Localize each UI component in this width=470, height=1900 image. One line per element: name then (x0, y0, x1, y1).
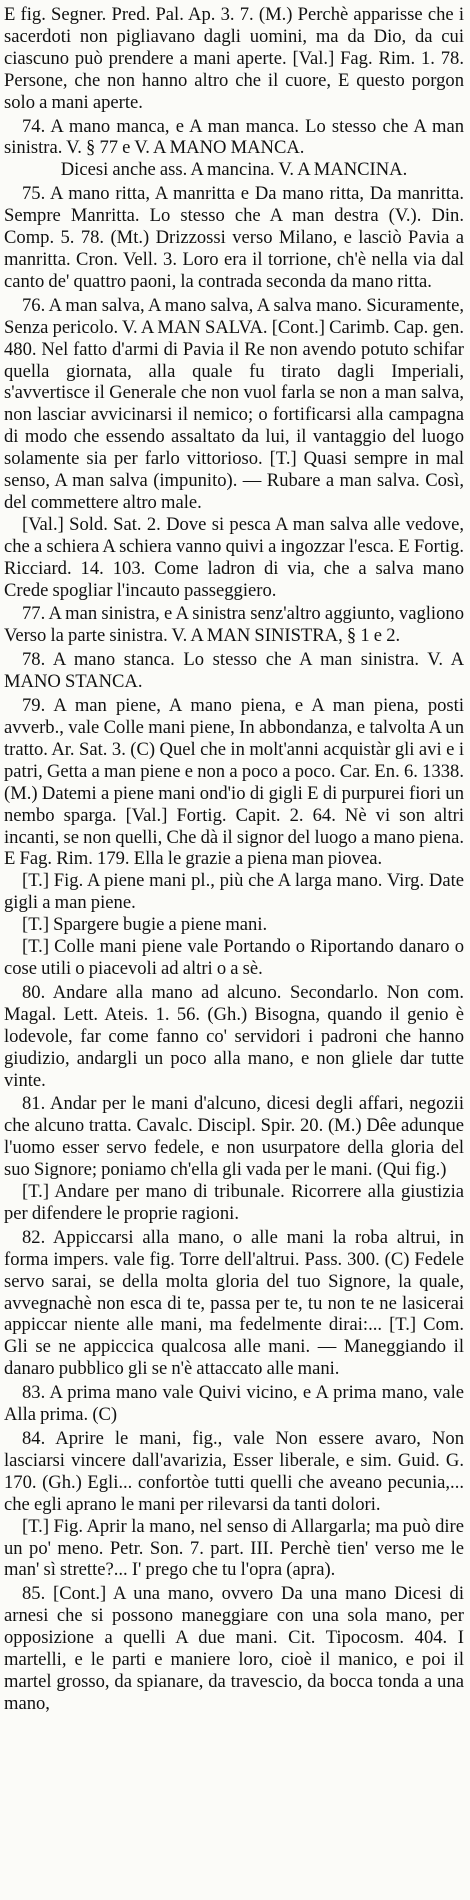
entry-84: 84. Aprire le mani, fig., vale Non essere avaro, Non lasciarsi vincere dall'avarizia, Esser liberale, e sim. Guid. G. 170. (Gh.) Egli... confortòe tutti quelli che aveano pecunia,... che egli aprano le mani per rilevarsi da tanti dolori. (4, 1428, 464, 1515)
entry-79-subsense: [T.] Spargere bugie a piene mani. (22, 914, 268, 936)
entry-82: 82. Appiccarsi alla mano, o alle mani la roba altrui, in forma impers. vale fig. Torre dell'altrui. Pass. 300. (C) Fedele servo sarai, se della molta gloria del tuo Signore, la quale, avvegnachè non esca di te, passa per te, tu non te ne lasicerai appiccar niente alle mani, ma fedelmente dirai:... [T.] Com. Gli se ne appiccica qualcosa alle mani. — Maneggiando il danaro pubblico gli se n'è attaccato alle mani. (4, 1226, 464, 1380)
entry-75: 75. A mano ritta, A manritta e Da mano ritta, Da manritta. Sempre Manritta. Lo stesso che A man destra (V.). Din. Comp. 5. 78. (Mt.) Drizzossi verso Milano, e lasciò Pavia a manritta. Cron. Vell. 3. Loro era il torrione, ch'è nella via dal canto de' quattro paoni, la contrada seconda da mano ritta. (4, 183, 464, 292)
entry-83: 83. A prima mano vale Quivi vicino, e A prima mano, vale Alla prima. (C) (4, 1382, 464, 1426)
entry-81: 81. Andar per le mani d'alcuno, dicesi degli affari, negozii che alcuno tratta. Cavalc. Discipl. Spir. 20. (M.) Dêe adunque l'uomo esser servo fedele, e non usurpatore della gloria del suo Signore; poniamo ch'ella gli vada per le mani. (Qui fig.) (4, 1093, 464, 1181)
entry-79: 79. A man piene, A mano piena, e A man piena, posti avverb., vale Colle mani piene, In abbondanza, e talvolta A un tratto. Ar. Sat. 3. (C) Quel che in molt'anni acquistàr gli avi e i patri, Getta a man piene e non a poco a poco. Car. En. 6. 1338. (M.) Datemi a piene mani ond'io di gigli E di purpurei fiori un nembo sparga. [Val.] Fortig. Capit. 2. 64. Nè vi son altri incanti, se non quelli, Che dà il signor del luogo a mano piena. E Fag. Rim. 179. Ella le grazie a piena man piovea. (4, 695, 464, 870)
entry-continuation: E fig. Segner. Pred. Pal. Ap. 3. 7. (M.) Perchè apparisse che i sacerdoti non pigliavano dagli uomini, ma da Dio, da cui ciascuno può prendere a mani aperte. [Val.] Fag. Rim. 1. 78. Persone, che non hanno altro che il cuore, E questo porgon solo a mani aperte. (4, 4, 464, 113)
entry-74-note: Dicesi anche ass. A mancina. V. A MANCINA. (60, 159, 408, 181)
entry-78: 78. A mano stanca. Lo stesso che A man sinistra. V. A MANO STANCA. (4, 649, 464, 693)
entry-81-subsense: [T.] Andare per mano di tribunale. Ricorrere alla giustizia per difendere le proprie ragioni. (4, 1181, 464, 1224)
entry-74: 74. A mano manca, e A man manca. Lo stesso che A man sinistra. V. § 77 e V. A MANO MANCA. (4, 115, 464, 159)
entry-85: 85. [Cont.] A una mano, ovvero Da una mano Dicesi di arnesi che si possono maneggiare con una sola mano, per opposizione a quelli A due mani. Cit. Tipocosm. 404. I martelli, e le parti e maniere loro, cioè il manico, e poi il martel grosso, da spianare, da travescio, da bocca tonda a una mano, (4, 1583, 464, 1714)
text-column (4, 4, 464, 1715)
entry-76: 76. A man salva, A mano salva, A salva mano. Sicuramente, Senza pericolo. V. A MAN SALVA. [Cont.] Carimb. Cap. gen. 480. Nel fatto d'armi di Pavia il Re non avendo potuto schifar quella giornata, alla quale fu tirato dagli Imperiali, s'avvertisce il Generale che non vuol farla se non a man salva, non lasciar avvicinarsi il nemico; o fortificarsi alla campagna di modo che essendo assaltato da lui, il vantaggio del luogo solamente sia per farlo vittorioso. [T.] Quasi sempre in mal senso, A man salva (impunito). — Rubare a man salva. Così, del commettere altro male. (4, 294, 464, 513)
entry-80: 80. Andare alla mano ad alcuno. Secondarlo. Non com. Magal. Lett. Ateis. 1. 56. (Gh.) Bisogna, quando il genio è lodevole, far come fanno co' servidori i padroni che hanno giudizio, andargli un poco alla mano, e non gliele dar tutte vinte. (4, 981, 464, 1091)
entry-79-subsense: [T.] Colle mani piene vale Portando o Riportando danaro o cose utili o piacevoli ad altri o a sè. (4, 936, 464, 979)
entry-84-subsense: [T.] Fig. Aprir la mano, nel senso di Allargarla; ma può dire un po' meno. Petr. Son. 7. part. III. Perchè tien' verso me le man' sì strette?... I' prego che tu l'opra (apra). (4, 1515, 464, 1581)
entry-77: 77. A man sinistra, e A sinistra senz'altro aggiunto, vagliono Verso la parte sinistra. V. A MAN SINISTRA, § 1 e 2. (4, 603, 464, 647)
entry-79-subsense: [T.] Fig. A piene mani pl., più che A larga mano. Virg. Date gigli a man piene. (4, 870, 464, 914)
entry-76-subsense: [Val.] Sold. Sat. 2. Dove si pesca A man salva alle vedove, che a schiera A schiera vanno quivi a ingozzar l'esca. E Fortig. Ricciard. 14. 103. Come ladron di via, che a salva mano Crede spogliar l'incauto passeggiero. (4, 513, 464, 601)
